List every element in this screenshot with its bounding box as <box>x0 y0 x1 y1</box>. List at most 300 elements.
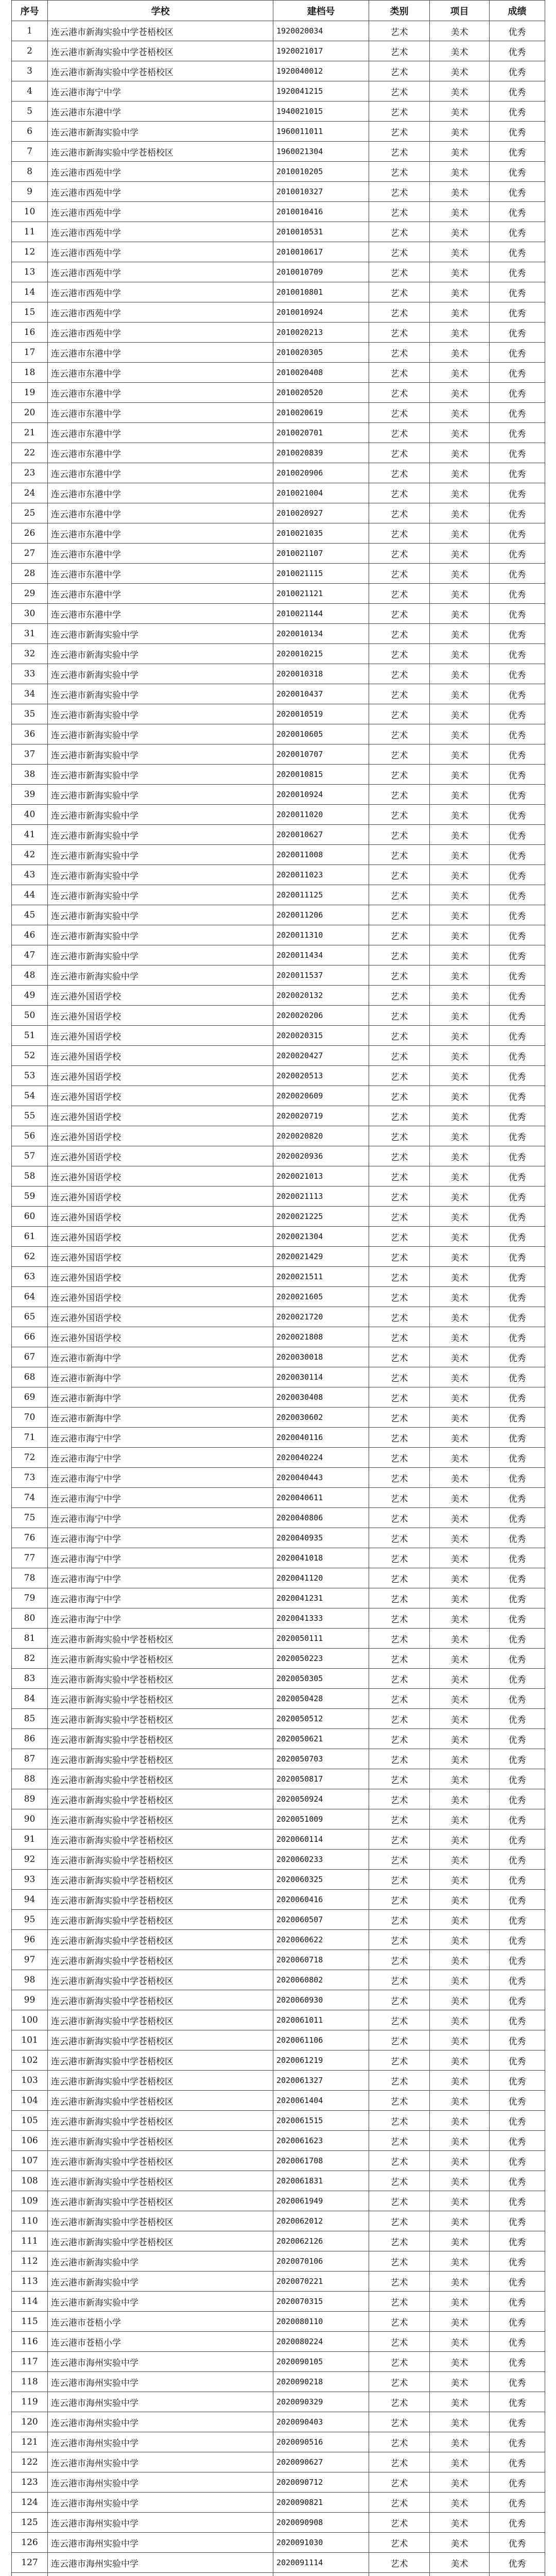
cell-category: 艺术 <box>369 1006 430 1026</box>
cell-serial-number: 50 <box>12 1006 48 1026</box>
cell-serial-number: 5 <box>12 101 48 122</box>
cell-subject: 美术 <box>430 2091 490 2111</box>
cell-serial-number: 93 <box>12 1870 48 1890</box>
cell-category: 艺术 <box>369 885 430 905</box>
cell-subject: 美术 <box>430 1448 490 1468</box>
cell-result: 优秀 <box>490 1146 545 1166</box>
cell-serial-number: 38 <box>12 765 48 785</box>
cell-subject: 美术 <box>430 1568 490 1588</box>
cell-registration-number: 2020090712 <box>273 2472 369 2493</box>
cell-category: 艺术 <box>369 1709 430 1729</box>
cell-registration-number: 2020020132 <box>273 986 369 1006</box>
cell-subject: 美术 <box>430 584 490 604</box>
cell-registration-number: 2020011008 <box>273 845 369 865</box>
table-row <box>12 785 545 805</box>
cell-result: 优秀 <box>490 1387 545 1408</box>
cell-subject: 美术 <box>430 403 490 423</box>
table-row <box>12 2352 545 2372</box>
table-row <box>12 1950 545 1970</box>
cell-category: 艺术 <box>369 1608 430 1629</box>
cell-category: 艺术 <box>369 744 430 765</box>
cell-result: 优秀 <box>490 2251 545 2272</box>
cell-subject: 美术 <box>430 2553 490 2573</box>
cell-category: 艺术 <box>369 865 430 885</box>
cell-category: 艺术 <box>369 1247 430 1267</box>
cell-category: 艺术 <box>369 1046 430 1066</box>
table-row <box>12 1307 545 1327</box>
cell-subject: 美术 <box>430 1528 490 1548</box>
table-row <box>12 2272 545 2292</box>
cell-category: 艺术 <box>369 1829 430 1850</box>
cell-registration-number: 2020010815 <box>273 765 369 785</box>
cell-result: 优秀 <box>490 664 545 684</box>
cell-result: 优秀 <box>490 1428 545 1448</box>
cell-serial-number: 65 <box>12 1307 48 1327</box>
cell-subject: 美术 <box>430 624 490 644</box>
cell-category: 艺术 <box>369 1126 430 1146</box>
table-row <box>12 343 545 363</box>
cell-school: 连云港市海宁中学 <box>48 1588 273 1608</box>
cell-registration-number: 2020021304 <box>273 1227 369 1247</box>
cell-subject: 美术 <box>430 1649 490 1669</box>
cell-registration-number: 1960021304 <box>273 142 369 162</box>
cell-subject: 美术 <box>430 101 490 122</box>
cell-subject: 美术 <box>430 2452 490 2472</box>
cell-category: 艺术 <box>369 2412 430 2432</box>
table-row <box>12 202 545 222</box>
table-row <box>12 1649 545 1669</box>
cell-school: 连云港外国语学校 <box>48 1066 273 1086</box>
cell-serial-number: 22 <box>12 443 48 463</box>
table-row <box>12 2151 545 2171</box>
cell-registration-number: 2010010327 <box>273 182 369 202</box>
cell-serial-number: 59 <box>12 1187 48 1207</box>
cell-school: 连云港市东港中学 <box>48 343 273 363</box>
cell-category: 艺术 <box>369 1307 430 1327</box>
cell-result: 优秀 <box>490 1890 545 1910</box>
cell-registration-number: 2010021035 <box>273 523 369 544</box>
cell-registration-number: 2020021605 <box>273 1287 369 1307</box>
table-row <box>12 1408 545 1428</box>
cell-result: 优秀 <box>490 785 545 805</box>
cell-school: 连云港市新海实验中学苍梧校区 <box>48 1689 273 1709</box>
cell-subject: 美术 <box>430 2292 490 2312</box>
cell-result: 优秀 <box>490 21 545 41</box>
cell-subject: 美术 <box>430 2372 490 2392</box>
cell-registration-number: 1960011011 <box>273 122 369 142</box>
cell-result: 优秀 <box>490 262 545 282</box>
cell-registration-number: 2020061404 <box>273 2091 369 2111</box>
cell-registration-number: 2020021511 <box>273 1267 369 1287</box>
cell-subject: 美术 <box>430 1890 490 1910</box>
table-row <box>12 2412 545 2432</box>
cell-result: 优秀 <box>490 2332 545 2352</box>
cell-result: 优秀 <box>490 1247 545 1267</box>
cell-serial-number: 82 <box>12 1649 48 1669</box>
table-row <box>12 604 545 624</box>
cell-school: 连云港外国语学校 <box>48 986 273 1006</box>
table-row <box>12 1126 545 1146</box>
table-row <box>12 1468 545 1488</box>
cell-registration-number: 2020090329 <box>273 2392 369 2412</box>
cell-subject: 美术 <box>430 2251 490 2272</box>
cell-category: 艺术 <box>369 1649 430 1669</box>
cell-serial-number: 67 <box>12 1347 48 1367</box>
cell-category: 艺术 <box>369 423 430 443</box>
cell-school: 连云港市新海实验中学苍梧校区 <box>48 1930 273 1950</box>
cell-category: 艺术 <box>369 624 430 644</box>
cell-school: 连云港市新海实验中学苍梧校区 <box>48 142 273 162</box>
cell-subject: 美术 <box>430 965 490 986</box>
cell-subject: 美术 <box>430 905 490 925</box>
cell-serial-number: 34 <box>12 684 48 704</box>
cell-serial-number: 84 <box>12 1689 48 1709</box>
cell-school: 连云港市新海中学 <box>48 1387 273 1408</box>
cell-subject: 美术 <box>430 1930 490 1950</box>
cell-category: 艺术 <box>369 363 430 383</box>
cell-category: 艺术 <box>369 2231 430 2251</box>
cell-serial-number: 126 <box>12 2533 48 2553</box>
cell-registration-number: 2020010215 <box>273 644 369 664</box>
cell-serial-number: 63 <box>12 1267 48 1287</box>
cell-result: 优秀 <box>490 1307 545 1327</box>
cell-subject: 美术 <box>430 1146 490 1166</box>
cell-subject: 美术 <box>430 2131 490 2151</box>
cell-registration-number: 2020040116 <box>273 1428 369 1448</box>
cell-subject: 美术 <box>430 1829 490 1850</box>
cell-result: 优秀 <box>490 2111 545 2131</box>
cell-school: 连云港市海宁中学 <box>48 81 273 101</box>
cell-category: 艺术 <box>369 785 430 805</box>
table-row <box>12 1990 545 2010</box>
cell-school: 连云港市东港中学 <box>48 403 273 423</box>
cell-school: 连云港市新海实验中学苍梧校区 <box>48 1749 273 1769</box>
cell-subject: 美术 <box>430 1347 490 1367</box>
cell-subject: 美术 <box>430 544 490 564</box>
cell-subject: 美术 <box>430 1387 490 1408</box>
cell-school: 连云港外国语学校 <box>48 1327 273 1347</box>
cell-subject: 美术 <box>430 785 490 805</box>
cell-registration-number: 2010020927 <box>273 503 369 523</box>
cell-result: 优秀 <box>490 363 545 383</box>
table-row <box>12 1428 545 1448</box>
cell-category: 艺术 <box>369 1488 430 1508</box>
cell-school: 连云港市海宁中学 <box>48 1548 273 1568</box>
cell-result: 优秀 <box>490 1829 545 1850</box>
cell-registration-number: 2020020719 <box>273 1106 369 1126</box>
cell-result: 优秀 <box>490 1347 545 1367</box>
cell-serial-number: 97 <box>12 1950 48 1970</box>
cell-category: 艺术 <box>369 1930 430 1950</box>
cell-school: 连云港市新海实验中学苍梧校区 <box>48 2151 273 2171</box>
cell-category: 艺术 <box>369 1448 430 1468</box>
cell-serial-number: 112 <box>12 2251 48 2272</box>
table-row <box>12 1508 545 1528</box>
cell-school: 连云港市新海实验中学 <box>48 724 273 744</box>
cell-serial-number: 39 <box>12 785 48 805</box>
cell-subject: 美术 <box>430 1307 490 1327</box>
table-row <box>12 1689 545 1709</box>
cell-result: 优秀 <box>490 2392 545 2412</box>
cell-subject: 美术 <box>430 262 490 282</box>
table-row <box>12 1769 545 1789</box>
cell-category: 艺术 <box>369 81 430 101</box>
cell-result: 优秀 <box>490 323 545 343</box>
cell-serial-number: 31 <box>12 624 48 644</box>
cell-subject: 美术 <box>430 1287 490 1307</box>
cell-category: 艺术 <box>369 1970 430 1990</box>
cell-serial-number: 86 <box>12 1729 48 1749</box>
cell-registration-number: 2010020839 <box>273 443 369 463</box>
cell-school: 连云港市新海实验中学苍梧校区 <box>48 1990 273 2010</box>
cell-serial-number: 102 <box>12 2050 48 2071</box>
cell-school: 连云港外国语学校 <box>48 1006 273 1026</box>
table-row <box>12 2171 545 2191</box>
cell-subject: 美术 <box>430 122 490 142</box>
cell-subject: 美术 <box>430 1709 490 1729</box>
cell-registration-number: 2020011125 <box>273 885 369 905</box>
cell-result: 优秀 <box>490 2372 545 2392</box>
cell-category: 艺术 <box>369 684 430 704</box>
cell-category: 艺术 <box>369 1468 430 1488</box>
cell-registration-number: 2020070315 <box>273 2292 369 2312</box>
cell-subject: 美术 <box>430 1548 490 1568</box>
table-row <box>12 423 545 443</box>
cell-registration-number: 2020090403 <box>273 2412 369 2432</box>
cell-school: 连云港市西苑中学 <box>48 222 273 242</box>
cell-registration-number: 2010020906 <box>273 463 369 483</box>
cell-subject: 美术 <box>430 463 490 483</box>
cell-registration-number: 2010010924 <box>273 302 369 323</box>
cell-serial-number: 51 <box>12 1026 48 1046</box>
table-row <box>12 483 545 503</box>
cell-serial-number: 99 <box>12 1990 48 2010</box>
cell-registration-number: 2010021107 <box>273 544 369 564</box>
cell-registration-number: 2020010134 <box>273 624 369 644</box>
table-row <box>12 1669 545 1689</box>
cell-result: 优秀 <box>490 965 545 986</box>
cell-school: 连云港市海宁中学 <box>48 1488 273 1508</box>
cell-result: 优秀 <box>490 1207 545 1227</box>
cell-result: 优秀 <box>490 1950 545 1970</box>
table-row <box>12 1287 545 1307</box>
cell-school: 连云港市新海实验中学苍梧校区 <box>48 2211 273 2231</box>
table-row <box>12 684 545 704</box>
cell-result: 优秀 <box>490 765 545 785</box>
cell-result: 优秀 <box>490 1166 545 1187</box>
cell-registration-number: 2020050512 <box>273 1709 369 1729</box>
cell-result: 优秀 <box>490 2091 545 2111</box>
cell-result: 优秀 <box>490 845 545 865</box>
cell-result: 优秀 <box>490 2272 545 2292</box>
cell-registration-number: 2020061831 <box>273 2171 369 2191</box>
cell-category: 艺术 <box>369 1026 430 1046</box>
cell-serial-number: 43 <box>12 865 48 885</box>
cell-subject: 美术 <box>430 1187 490 1207</box>
cell-registration-number: 2020010924 <box>273 785 369 805</box>
cell-school: 连云港市新海实验中学苍梧校区 <box>48 2030 273 2050</box>
cell-result: 优秀 <box>490 1187 545 1207</box>
cell-category: 艺术 <box>369 2312 430 2332</box>
table-row <box>12 564 545 584</box>
cell-school: 连云港市海州实验中学 <box>48 2412 273 2432</box>
table-row <box>12 1046 545 1066</box>
cell-serial-number: 127 <box>12 2553 48 2573</box>
cell-result: 优秀 <box>490 564 545 584</box>
cell-registration-number: 2020020609 <box>273 1086 369 1106</box>
cell-serial-number: 100 <box>12 2010 48 2030</box>
cell-subject: 美术 <box>430 1327 490 1347</box>
cell-registration-number: 2010010801 <box>273 282 369 302</box>
cell-result: 优秀 <box>490 423 545 443</box>
cell-school: 连云港市新海实验中学 <box>48 825 273 845</box>
cell-registration-number: 2020050703 <box>273 1749 369 1769</box>
table-row <box>12 363 545 383</box>
cell-category: 艺术 <box>369 724 430 744</box>
cell-category: 艺术 <box>369 262 430 282</box>
cell-result: 优秀 <box>490 2432 545 2452</box>
cell-serial-number: 3 <box>12 61 48 81</box>
cell-result: 优秀 <box>490 684 545 704</box>
cell-subject: 美术 <box>430 523 490 544</box>
cell-result: 优秀 <box>490 122 545 142</box>
cell-school: 连云港市新海实验中学 <box>48 905 273 925</box>
cell-category: 艺术 <box>369 2392 430 2412</box>
cell-serial-number: 6 <box>12 122 48 142</box>
cell-subject: 美术 <box>430 503 490 523</box>
cell-school: 连云港市西苑中学 <box>48 302 273 323</box>
cell-subject: 美术 <box>430 2312 490 2332</box>
table-row <box>12 323 545 343</box>
cell-serial-number: 70 <box>12 1408 48 1428</box>
cell-serial-number: 78 <box>12 1568 48 1588</box>
cell-category: 艺术 <box>369 2292 430 2312</box>
cell-result: 优秀 <box>490 1769 545 1789</box>
cell-category: 艺术 <box>369 2352 430 2372</box>
cell-registration-number: 2020020427 <box>273 1046 369 1066</box>
cell-school: 连云港市新海实验中学苍梧校区 <box>48 2071 273 2091</box>
cell-serial-number: 85 <box>12 1709 48 1729</box>
cell-registration-number: 2020020936 <box>273 1146 369 1166</box>
cell-registration-number: 2020060718 <box>273 1950 369 1970</box>
cell-category: 艺术 <box>369 2211 430 2231</box>
cell-school: 连云港市东港中学 <box>48 584 273 604</box>
table-row <box>12 2111 545 2131</box>
table-row <box>12 2251 545 2272</box>
cell-registration-number: 2020020315 <box>273 1026 369 1046</box>
cell-school: 连云港市新海实验中学 <box>48 765 273 785</box>
cell-result: 优秀 <box>490 1367 545 1387</box>
cell-subject: 美术 <box>430 2050 490 2071</box>
cell-subject: 美术 <box>430 1689 490 1709</box>
cell-category: 艺术 <box>369 142 430 162</box>
cell-school: 连云港市苍梧小学 <box>48 2332 273 2352</box>
cell-registration-number: 2020060325 <box>273 1870 369 1890</box>
cell-result: 优秀 <box>490 222 545 242</box>
cell-result: 优秀 <box>490 1448 545 1468</box>
cell-school: 连云港市海州实验中学 <box>48 2352 273 2372</box>
cell-category: 艺术 <box>369 825 430 845</box>
cell-result: 优秀 <box>490 2352 545 2372</box>
cell-result: 优秀 <box>490 624 545 644</box>
cell-result: 优秀 <box>490 2452 545 2472</box>
cell-school: 连云港市新海实验中学苍梧校区 <box>48 1649 273 1669</box>
cell-school: 连云港市新海实验中学 <box>48 644 273 664</box>
cell-registration-number: 2020090627 <box>273 2452 369 2472</box>
cell-result: 优秀 <box>490 523 545 544</box>
cell-serial-number: 27 <box>12 544 48 564</box>
cell-category: 艺术 <box>369 21 430 41</box>
cell-result: 优秀 <box>490 2513 545 2533</box>
cell-serial-number: 11 <box>12 222 48 242</box>
cell-registration-number: 2020041231 <box>273 1588 369 1608</box>
cell-result: 优秀 <box>490 302 545 323</box>
cell-category: 艺术 <box>369 1689 430 1709</box>
cell-serial-number: 47 <box>12 945 48 965</box>
cell-result: 优秀 <box>490 182 545 202</box>
table-row <box>12 523 545 544</box>
table-row <box>12 403 545 423</box>
cell-serial-number: 92 <box>12 1850 48 1870</box>
cell-serial-number: 88 <box>12 1769 48 1789</box>
cell-subject: 美术 <box>430 1086 490 1106</box>
table-row <box>12 2332 545 2352</box>
cell-subject: 美术 <box>430 443 490 463</box>
cell-result: 优秀 <box>490 604 545 624</box>
cell-category: 艺术 <box>369 564 430 584</box>
cell-subject: 美术 <box>430 1026 490 1046</box>
cell-school: 连云港市新海实验中学 <box>48 744 273 765</box>
cell-registration-number: 2020040224 <box>273 1448 369 1468</box>
cell-registration-number: 2020090218 <box>273 2372 369 2392</box>
cell-serial-number: 75 <box>12 1508 48 1528</box>
cell-registration-number: 2010010531 <box>273 222 369 242</box>
cell-category: 艺术 <box>369 604 430 624</box>
cell-result: 优秀 <box>490 1327 545 1347</box>
cell-result: 优秀 <box>490 865 545 885</box>
cell-result: 优秀 <box>490 403 545 423</box>
cell-school: 连云港市新海实验中学 <box>48 2251 273 2272</box>
cell-category: 艺术 <box>369 323 430 343</box>
cell-school: 连云港市新海中学 <box>48 1367 273 1387</box>
cell-subject: 美术 <box>430 986 490 1006</box>
cell-result: 优秀 <box>490 383 545 403</box>
cell-result: 优秀 <box>490 1608 545 1629</box>
cell-result: 优秀 <box>490 1126 545 1146</box>
cell-subject: 美术 <box>430 1729 490 1749</box>
table-row <box>12 383 545 403</box>
table-row <box>12 2010 545 2030</box>
cell-category: 艺术 <box>369 1166 430 1187</box>
table-row <box>12 1970 545 1990</box>
cell-subject: 美术 <box>430 242 490 262</box>
table-row <box>12 986 545 1006</box>
cell-category: 艺术 <box>369 2513 430 2533</box>
cell-subject: 美术 <box>430 1428 490 1448</box>
cell-school: 连云港市海州实验中学 <box>48 2533 273 2553</box>
cell-serial-number: 62 <box>12 1247 48 1267</box>
cell-registration-number: 2020090821 <box>273 2493 369 2513</box>
cell-result: 优秀 <box>490 1990 545 2010</box>
cell-category: 艺术 <box>369 2191 430 2211</box>
cell-registration-number: 2020020206 <box>273 1006 369 1026</box>
cell-subject: 美术 <box>430 343 490 363</box>
cell-category: 艺术 <box>369 1428 430 1448</box>
cell-serial-number: 17 <box>12 343 48 363</box>
cell-registration-number: 2020010627 <box>273 825 369 845</box>
cell-subject: 美术 <box>430 604 490 624</box>
cell-serial-number: 32 <box>12 644 48 664</box>
